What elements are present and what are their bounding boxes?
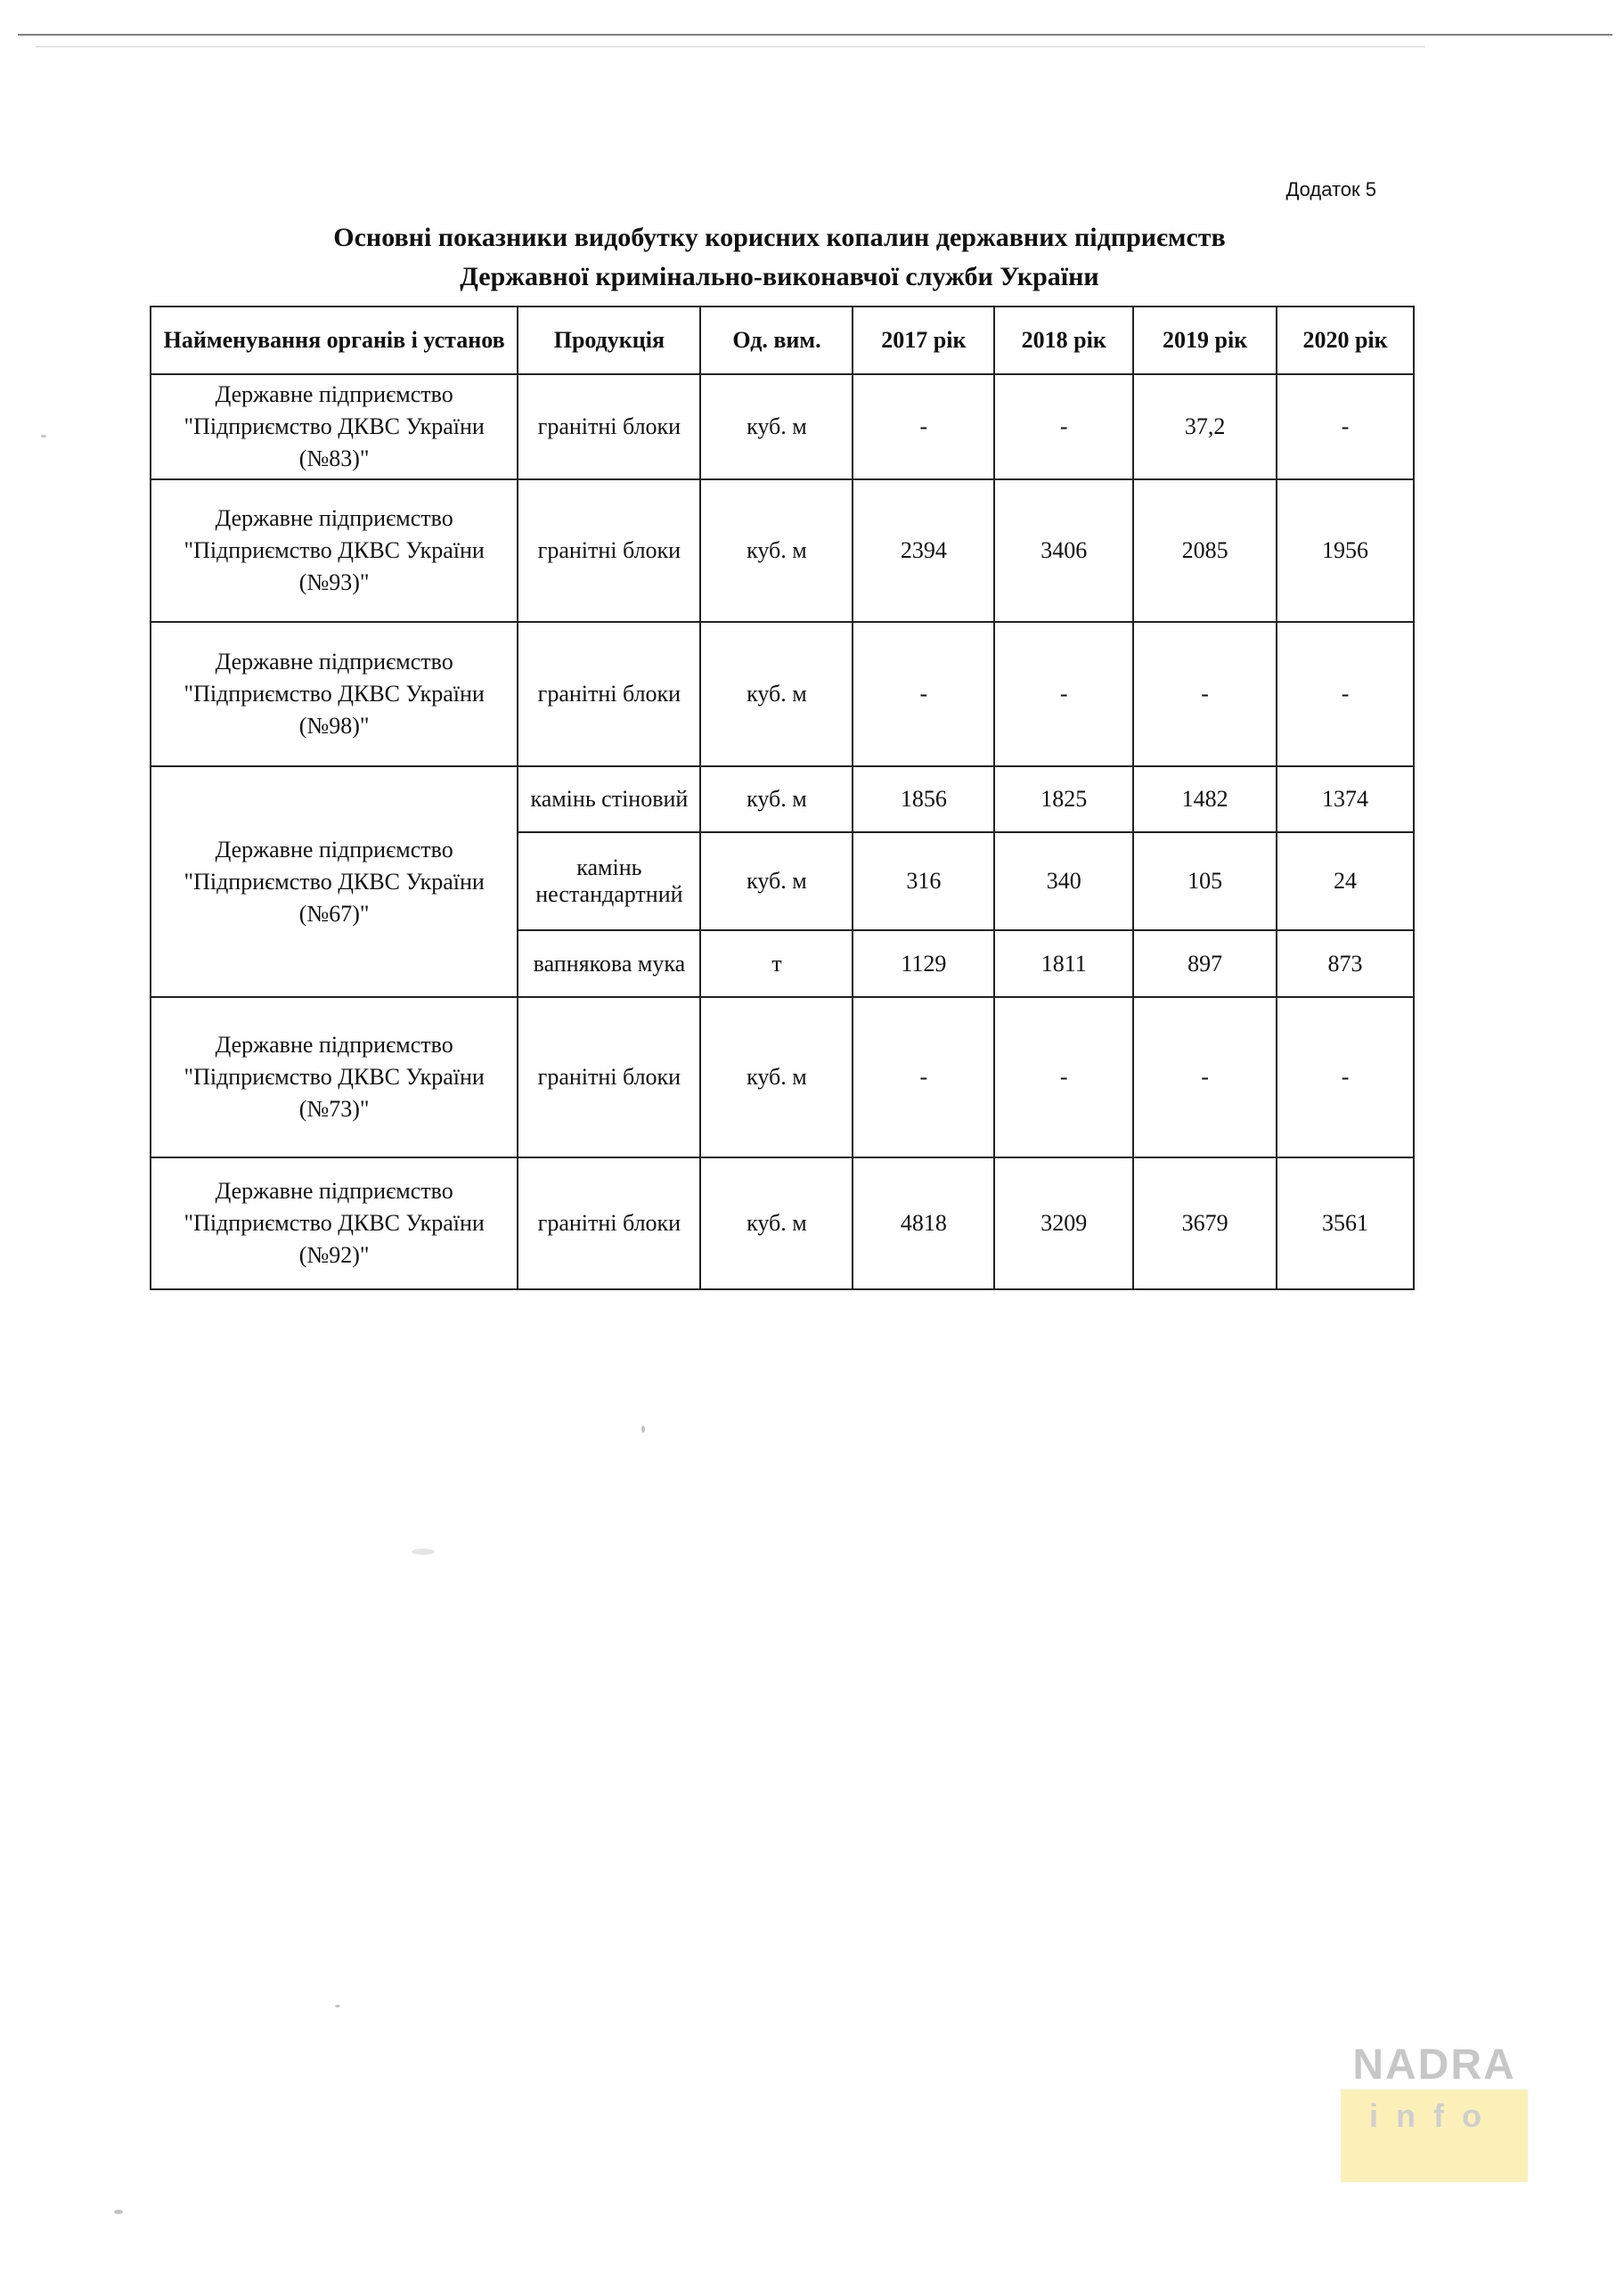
cell-2018: 1825 [994,766,1133,832]
cell-org: Державне підприємство "Підприємство ДКВС України (№73)" [151,997,518,1157]
cell-org: Державне підприємство "Підприємство ДКВС України (№67)" [151,766,518,997]
cell-unit: куб. м [700,1157,853,1289]
header-2020: 2020 рік [1277,307,1414,374]
cell-2017: 4818 [853,1157,994,1289]
cell-product: гранітні блоки [518,622,700,766]
cell-2020: - [1277,997,1414,1157]
table-row [151,1157,1414,1289]
cell-2020: - [1277,622,1414,766]
cell-unit: куб. м [700,622,853,766]
appendix-label: Додаток 5 [1285,178,1376,200]
cell-product: гранітні блоки [518,479,700,622]
scan-speck [41,435,46,437]
cell-unit: куб. м [700,479,853,622]
cell-2020: - [1277,374,1414,479]
table-row [151,997,1414,1157]
cell-2018: - [994,997,1133,1157]
cell-2019: 37,2 [1133,374,1277,479]
cell-2020: 24 [1277,832,1414,930]
cell-2019: 1482 [1133,766,1277,832]
scan-speck [412,1549,435,1555]
cell-org: Державне підприємство "Підприємство ДКВС України (№92)" [151,1157,518,1289]
table-row [151,766,1414,832]
cell-2017: 1129 [853,930,994,997]
nadra-info-watermark [1341,2040,1528,2192]
table-row [151,374,1414,479]
cell-unit: куб. м [700,997,853,1157]
cell-unit: куб. м [700,766,853,832]
cell-2017: - [853,997,994,1157]
header-2018: 2018 рік [994,307,1133,374]
cell-org: Державне підприємство "Підприємство ДКВС України (№83)" [151,374,518,479]
cell-2018: 1811 [994,930,1133,997]
title-line-1: Основні показники видобутку корисних копалин державних підприємств [333,223,1226,252]
cell-2017: 2394 [853,479,994,622]
cell-product: гранітні блоки [518,997,700,1157]
cell-product: камінь нестандартний [518,832,700,930]
cell-2020: 1374 [1277,766,1414,832]
scan-speck [114,2210,123,2214]
header-2019: 2019 рік [1133,307,1277,374]
cell-org: Державне підприємство "Підприємство ДКВС України (№98)" [151,622,518,766]
cell-2019: - [1133,622,1277,766]
watermark-bottom-text: info [1341,2089,1528,2182]
cell-2018: 3406 [994,479,1133,622]
cell-2019: 105 [1133,832,1277,930]
document-title [151,218,1408,297]
table-row [151,622,1414,766]
cell-unit: куб. м [700,832,853,930]
header-product: Продукція [518,307,700,374]
cell-2017: - [853,622,994,766]
cell-unit: т [700,930,853,997]
cell-2020: 1956 [1277,479,1414,622]
header-unit: Од. вим. [700,307,853,374]
cell-product: гранітні блоки [518,374,700,479]
scan-speck [335,2005,340,2007]
cell-2019: 897 [1133,930,1277,997]
cell-2019: 2085 [1133,479,1277,622]
cell-unit: куб. м [700,374,853,479]
cell-product: камінь стіновий [518,766,700,832]
scan-speck [641,1426,645,1433]
production-table [150,306,1415,1290]
cell-2017: - [853,374,994,479]
cell-2018: - [994,374,1133,479]
table-header-row [151,307,1414,374]
scan-top-rule [18,34,1612,36]
cell-2019: 3679 [1133,1157,1277,1289]
cell-2020: 3561 [1277,1157,1414,1289]
cell-product: гранітні блоки [518,1157,700,1289]
cell-2017: 1856 [853,766,994,832]
cell-2018: 3209 [994,1157,1133,1289]
cell-product: вапнякова мука [518,930,700,997]
cell-2020: 873 [1277,930,1414,997]
table-row [151,479,1414,622]
title-line-2: Державної кримінально-виконавчої служби України [460,262,1099,291]
cell-org: Державне підприємство "Підприємство ДКВС України (№93)" [151,479,518,622]
cell-2017: 316 [853,832,994,930]
cell-2018: 340 [994,832,1133,930]
scan-top-rule-faint [36,46,1425,47]
watermark-top-text: NADRA [1352,2041,1516,2089]
header-2017: 2017 рік [853,307,994,374]
cell-2019: - [1133,997,1277,1157]
header-org: Найменування органів і установ [151,307,518,374]
cell-2018: - [994,622,1133,766]
